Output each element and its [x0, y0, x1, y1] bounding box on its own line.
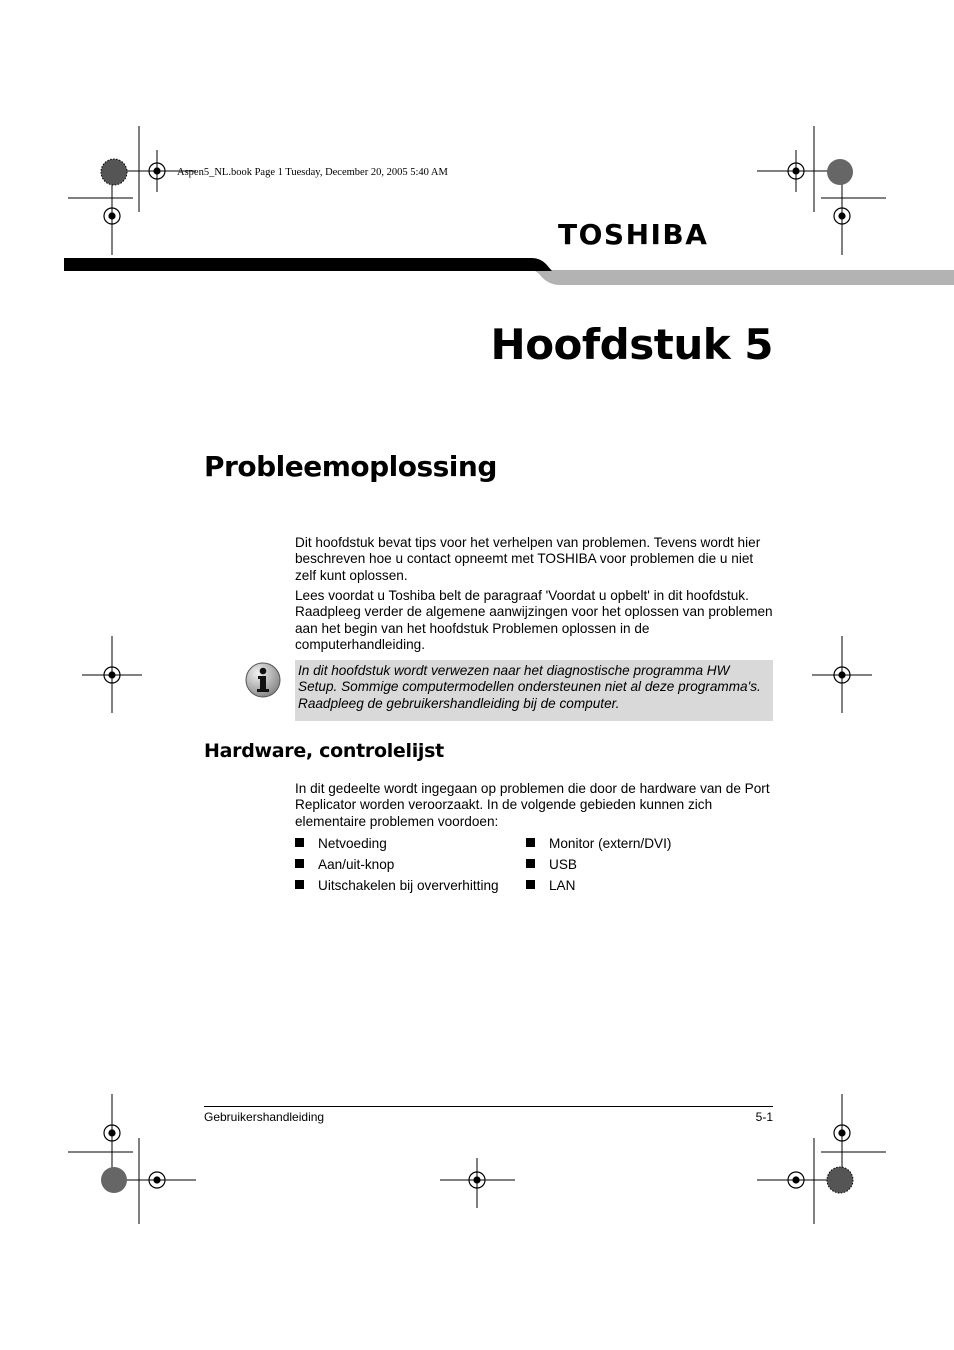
list-item: LAN [526, 878, 575, 894]
toshiba-logo: TOSHIBA [558, 218, 709, 251]
intro-paragraph-1: Dit hoofdstuk bevat tips voor het verhelpen van problemen. Tevens wordt hier beschreven hoe u contact opneemt met TOSHIBA voor problemen die u niet zelf kunt oplossen. [295, 535, 761, 583]
footer-rule [204, 1106, 773, 1107]
list-item: Uitschakelen bij oververhitting [295, 878, 499, 894]
print-header: Aspen5_NL.book Page 1 Tuesday, December 20, 2005 5:40 AM [177, 167, 448, 178]
page-number: 5-1 [755, 1110, 773, 1124]
list-item: USB [526, 857, 577, 873]
list-item: Netvoeding [295, 836, 387, 852]
hardware-paragraph: In dit gedeelte wordt ingegaan op problemen die door de hardware van de Port Replicator worden veroorzaakt. In de volgende gebieden kunnen zich elementaire problemen voordoen: [295, 781, 770, 829]
section-title: Probleemoplossing [204, 450, 497, 483]
bullet-square-icon [526, 838, 535, 847]
list-item: Aan/uit-knop [295, 857, 394, 873]
bullet-square-icon [295, 838, 304, 847]
chapter-title: Hoofdstuk 5 [490, 320, 773, 369]
header-band [0, 250, 954, 290]
bullet-square-icon [295, 880, 304, 889]
bullet-square-icon [526, 880, 535, 889]
bullet-square-icon [295, 859, 304, 868]
list-item: Monitor (extern/DVI) [526, 836, 671, 852]
note-text: In dit hoofdstuk wordt verwezen naar het diagnostische programma HW Setup. Sommige computermodellen ondersteunen niet al deze programma's. Raadpleeg de gebruikershandleiding bij de computer. [298, 663, 761, 711]
bullet-square-icon [526, 859, 535, 868]
subsection-title: Hardware, controlelijst [204, 740, 444, 762]
intro-paragraph-2: Lees voordat u Toshiba belt de paragraaf 'Voordat u opbelt' in dit hoofdstuk. Raadpleeg verder de algemene aanwijzingen voor het oplossen van problemen aan het begin van het hoofdstuk Problemen oplossen in de computerhandleiding. [295, 588, 773, 652]
info-icon [244, 661, 282, 699]
footer-title: Gebruikershandleiding [204, 1110, 325, 1124]
